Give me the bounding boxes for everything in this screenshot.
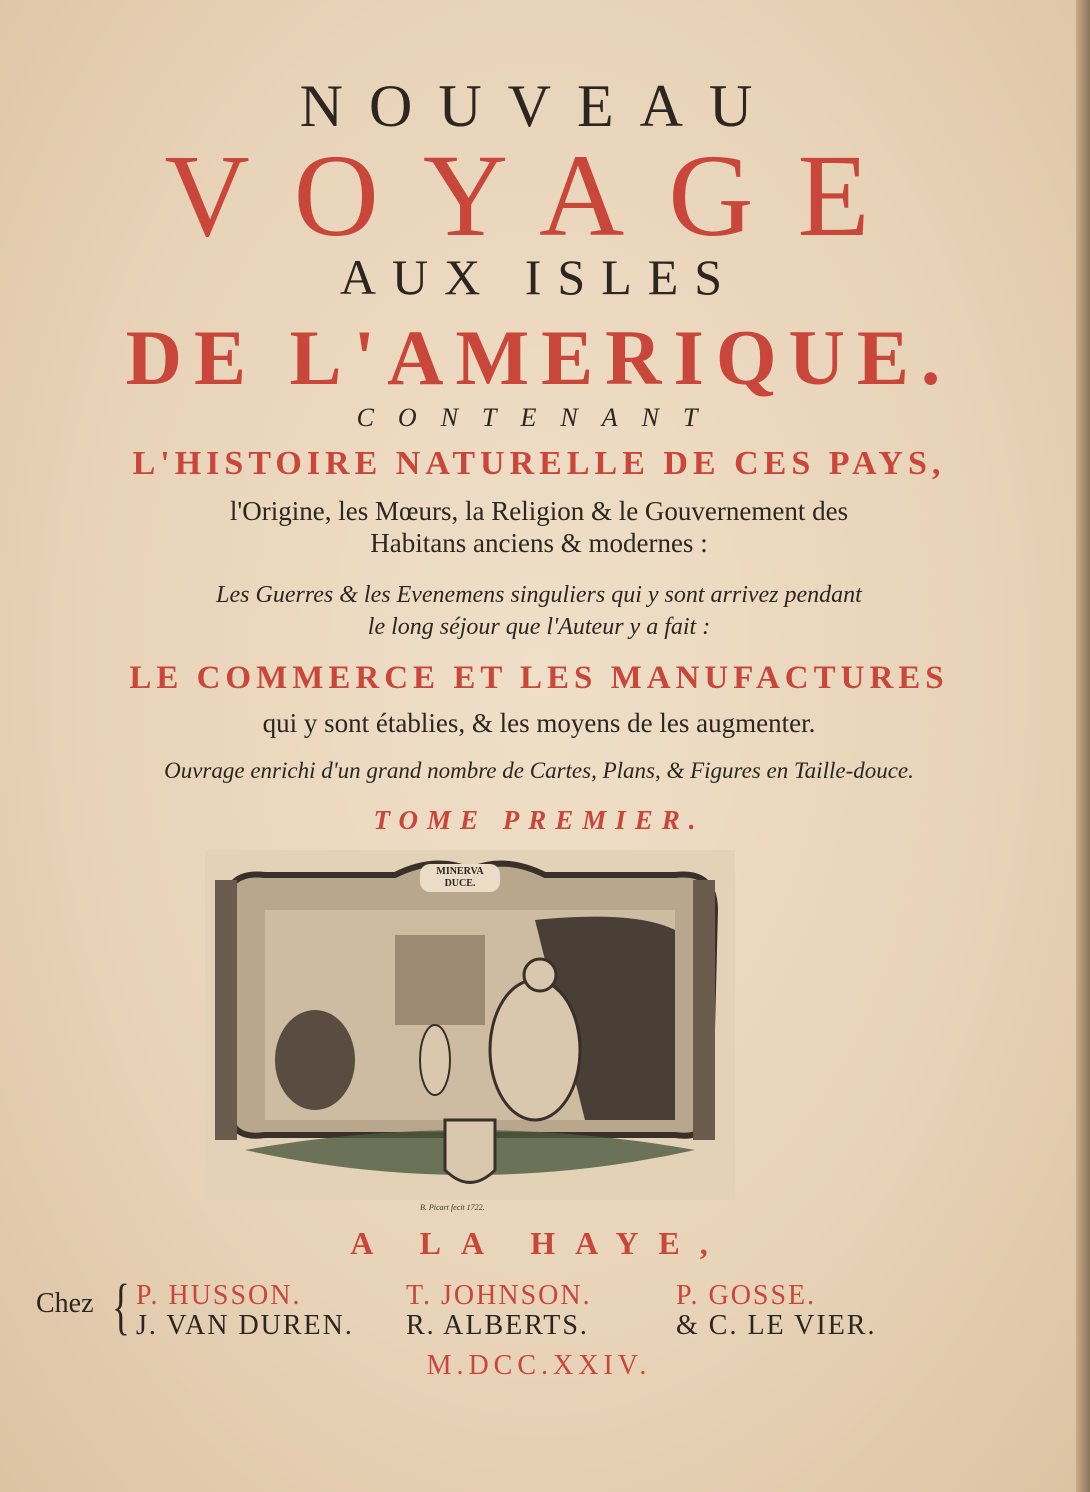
subtitle-histoire: L'HISTOIRE NATURELLE DE CES PAYS, xyxy=(132,445,946,482)
title-nouveau: NOUVEAU xyxy=(299,73,779,139)
imprint-date: M.DCC.XXIV. xyxy=(426,1350,652,1381)
subtitle-origine: l'Origine, les Mœurs, la Religion & le Gouvernement des xyxy=(229,496,849,526)
subtitle-guerres: Les Guerres & les Evenemens singuliers qui y sont arrivez pendant xyxy=(216,582,862,608)
subtitle-contenant: CONTENANT xyxy=(356,403,722,432)
subtitle-commerce: LE COMMERCE ET LES MANUFACTURES xyxy=(129,660,949,696)
imprint-place: A LA HAYE, xyxy=(350,1225,728,1261)
publisher: T. JOHNSON. xyxy=(406,1280,592,1311)
subtitle-ouvrage: Ouvrage enrichi d'un grand nombre de Cartes, Plans, & Figures en Taille-douce. xyxy=(164,758,914,783)
engraver-signature: B. Picart fecit 1722. xyxy=(420,1203,485,1212)
publishers-row-1 xyxy=(136,1280,816,1312)
subtitle-etablies: qui y sont établies, & les moyens de les augmenter. xyxy=(262,708,816,738)
vignette-motto: MINERVA DUCE. xyxy=(420,864,500,892)
publishers-row-2 xyxy=(136,1310,876,1342)
title-amerique: DE L'AMERIQUE. xyxy=(125,314,953,401)
volume-label: TOME PREMIER. xyxy=(373,805,705,835)
chez-label: Chez xyxy=(36,1288,94,1319)
publisher: J. VAN DUREN. xyxy=(136,1310,354,1341)
title-voyage: VOYAGE xyxy=(164,130,914,261)
publisher: P. HUSSON. xyxy=(136,1280,302,1311)
engraved-vignette xyxy=(205,850,735,1200)
brace-icon: { xyxy=(111,1273,130,1341)
page-edge xyxy=(1076,0,1090,1492)
title-aux-isles: AUX ISLES xyxy=(339,249,739,305)
publisher: R. ALBERTS. xyxy=(406,1310,589,1341)
subtitle-habitans: Habitans anciens & modernes : xyxy=(370,528,708,558)
publisher: & C. LE VIER. xyxy=(676,1310,877,1341)
publisher: P. GOSSE. xyxy=(676,1280,817,1311)
subtitle-sejour: le long séjour que l'Auteur y a fait : xyxy=(367,614,711,640)
